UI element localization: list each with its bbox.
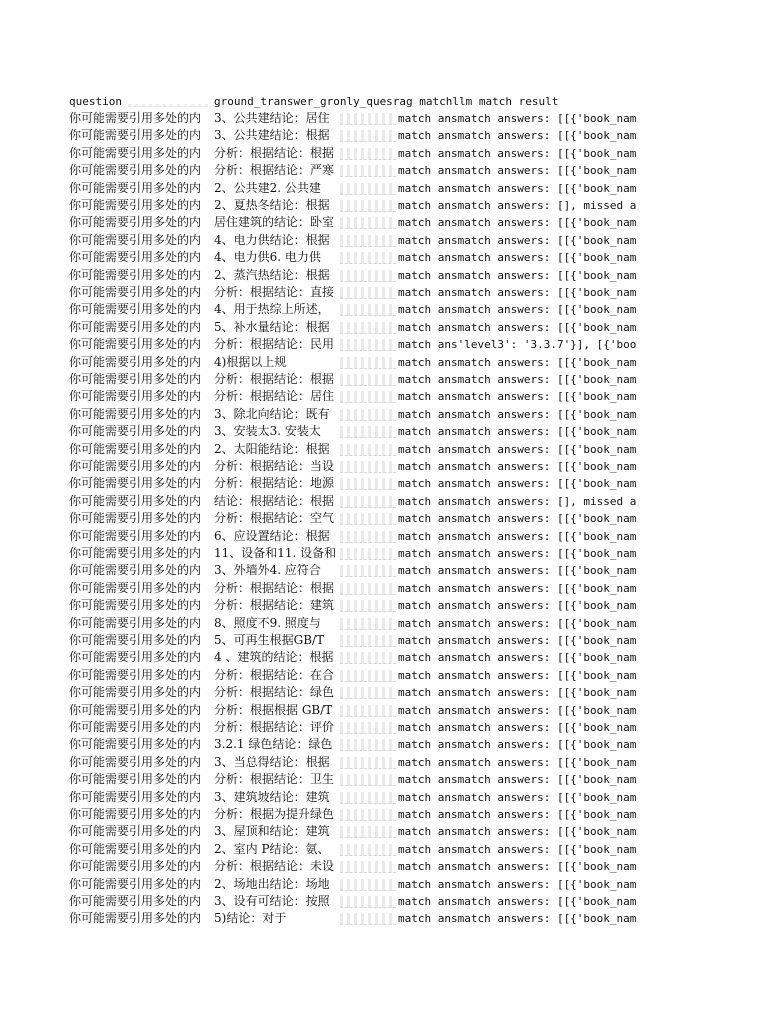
question-cell: 你可能需要引用多处的内 (69, 267, 202, 282)
header-row (0, 93, 768, 110)
header-ground-truth: ground_transwer_gronly_quesrag matchllm match result (214, 95, 559, 108)
table-row (0, 441, 768, 458)
rag-match-cell: match ansmatch answers: [[{'book_nam (398, 790, 637, 804)
table-row (0, 301, 768, 318)
question-cell: 你可能需要引用多处的内 (69, 459, 202, 473)
rag-match-cell: match ansmatch answers: [[{'book_nam (398, 512, 637, 526)
question-cell: 你可能需要引用多处的内 (69, 859, 202, 874)
ground-truth-cell: 3、外墙外4. 应符合 (214, 563, 321, 578)
faint-cell-residue (340, 861, 396, 873)
faint-cell-residue (340, 461, 396, 473)
table-row (0, 823, 768, 840)
question-cell: 你可能需要引用多处的内 (69, 702, 202, 717)
question-cell: 你可能需要引用多处的内 (69, 511, 202, 526)
ground-truth-cell: 4、电力供6. 电力供 (214, 250, 321, 265)
faint-cell-residue (128, 104, 212, 107)
question-cell: 你可能需要引用多处的内 (69, 633, 202, 647)
table-row (0, 615, 768, 632)
table-row (0, 510, 768, 527)
table-row (0, 754, 768, 771)
rag-match-cell: match ansmatch answers: [[{'book_nam (398, 912, 637, 926)
rag-match-cell: match ansmatch answers: [[{'book_nam (398, 251, 637, 265)
question-cell: 你可能需要引用多处的内 (69, 772, 202, 787)
table-row (0, 284, 768, 301)
ground-truth-cell: 分析：根据结论：空气 (214, 511, 335, 526)
table-row (0, 562, 768, 579)
question-cell: 你可能需要引用多处的内 (69, 232, 202, 247)
rag-match-cell: match ansmatch answers: [[{'book_nam (398, 216, 637, 230)
faint-cell-residue (340, 374, 396, 386)
question-cell: 你可能需要引用多处的内 (69, 180, 202, 195)
question-cell: 你可能需要引用多处的内 (69, 894, 202, 908)
ground-truth-cell: 分析：根据结论：根据 (214, 145, 335, 160)
rag-match-cell: match ansmatch answers: [[{'book_nam (398, 268, 637, 282)
ground-truth-cell: 3、除北向结论：既有 (214, 406, 330, 421)
rag-match-cell: match ansmatch answers: [[{'book_nam (398, 320, 637, 334)
faint-cell-residue (340, 774, 396, 786)
rag-match-cell: match ansmatch answers: [[{'book_nam (398, 738, 637, 752)
rag-match-cell: match ansmatch answers: [[{'book_nam (398, 634, 637, 647)
table-row (0, 893, 768, 910)
question-cell: 你可能需要引用多处的内 (69, 650, 202, 665)
faint-cell-residue (340, 583, 396, 595)
ground-truth-cell: 3、公共建结论：根据 (214, 128, 330, 143)
rag-match-cell: match ansmatch answers: [[{'book_nam (398, 303, 637, 317)
table-row (0, 197, 768, 214)
table-row (0, 423, 768, 440)
question-cell: 你可能需要引用多处的内 (69, 128, 202, 143)
question-cell: 你可能需要引用多处的内 (69, 685, 202, 700)
ground-truth-cell: 结论：根据结论：根据 (214, 493, 335, 508)
ground-truth-cell: 2、蒸汽热结论：根据 (214, 267, 330, 282)
rag-match-cell: match ansmatch answers: [[{'book_nam (398, 164, 637, 178)
ground-truth-cell: 分析：根据结论：根据 (214, 580, 335, 595)
question-cell: 你可能需要引用多处的内 (69, 598, 202, 613)
ground-truth-cell: 4 、建筑的结论：根据 (214, 650, 334, 665)
question-cell: 你可能需要引用多处的内 (69, 476, 202, 491)
rag-match-cell: match ans'level3': '3.3.7'}], [{'boo (398, 338, 637, 352)
faint-cell-residue (340, 531, 396, 543)
rag-match-cell: match ansmatch answers: [[{'book_nam (398, 286, 637, 299)
rag-match-cell: match ansmatch answers: [[{'book_nam (398, 181, 637, 195)
faint-cell-residue (340, 113, 396, 125)
rag-match-cell: match ansmatch answers: [[{'book_nam (398, 755, 637, 769)
faint-cell-residue (340, 217, 396, 229)
table-row (0, 545, 768, 562)
faint-cell-residue (340, 896, 396, 908)
question-cell: 你可能需要引用多处的内 (69, 145, 202, 160)
table-row (0, 180, 768, 197)
question-cell: 你可能需要引用多处的内 (69, 876, 202, 891)
rag-match-cell: match ansmatch answers: [[{'book_nam (398, 547, 637, 560)
question-cell: 你可能需要引用多处的内 (69, 824, 202, 839)
table-row (0, 458, 768, 475)
rag-match-cell: match ansmatch answers: [[{'book_nam (398, 442, 637, 456)
faint-cell-residue (340, 548, 396, 560)
rag-match-cell: match ansmatch answers: [[{'book_nam (398, 808, 637, 821)
table-row (0, 632, 768, 649)
rag-match-cell: match ansmatch answers: [[{'book_nam (398, 425, 637, 439)
question-cell: 你可能需要引用多处的内 (69, 615, 202, 630)
table-row (0, 232, 768, 249)
rag-match-cell: match ansmatch answers: [[{'book_nam (398, 895, 637, 908)
faint-cell-residue (340, 200, 396, 212)
rag-match-cell: match ansmatch answers: [], missed a (398, 494, 637, 508)
rag-match-cell: match ansmatch answers: [[{'book_nam (398, 599, 637, 613)
rag-match-cell: match ansmatch answers: [[{'book_nam (398, 407, 637, 421)
question-cell: 你可能需要引用多处的内 (69, 911, 202, 926)
table-row (0, 667, 768, 684)
ground-truth-cell: 4、用于热综上所述， (214, 302, 330, 317)
table-row (0, 702, 768, 719)
rag-match-cell: match ansmatch answers: [], missed a (398, 199, 637, 212)
table-row (0, 336, 768, 353)
table-row (0, 249, 768, 266)
rag-match-cell: match ansmatch answers: [[{'book_nam (398, 233, 637, 247)
rag-match-cell: match ansmatch answers: [[{'book_nam (398, 668, 637, 682)
ground-truth-cell: 5、可再生根据GB/T (214, 633, 325, 647)
table-row (0, 371, 768, 388)
question-cell: 你可能需要引用多处的内 (69, 720, 202, 734)
ground-truth-cell: 11、设备和11. 设备和 (214, 546, 337, 560)
faint-cell-residue (340, 565, 396, 577)
faint-cell-residue (340, 444, 396, 456)
question-cell: 你可能需要引用多处的内 (69, 563, 202, 578)
ground-truth-cell: 居住建筑的结论：卧室 (214, 215, 335, 230)
rag-match-cell: match ansmatch answers: [[{'book_nam (398, 703, 637, 717)
question-cell: 你可能需要引用多处的内 (69, 250, 202, 265)
faint-cell-residue (340, 722, 396, 734)
ground-truth-cell: 3、公共建结论：居住 (214, 111, 330, 125)
faint-cell-residue (340, 339, 396, 351)
table-row (0, 789, 768, 806)
question-cell: 你可能需要引用多处的内 (69, 354, 202, 369)
ground-truth-cell: 8、照度不9. 照度与 (214, 615, 321, 630)
table-row (0, 910, 768, 927)
faint-cell-residue (340, 879, 396, 891)
faint-cell-residue (340, 739, 396, 751)
table-row (0, 719, 768, 736)
ground-truth-cell: 分析：根据结论：评价 (214, 720, 335, 734)
rag-match-cell: match ansmatch answers: [[{'book_nam (398, 477, 637, 491)
rag-match-cell: match ansmatch answers: [[{'book_nam (398, 686, 637, 700)
faint-cell-residue (340, 809, 396, 821)
faint-cell-residue (340, 357, 396, 369)
ground-truth-cell: 分析：根据结论：未设 (214, 859, 335, 874)
rag-match-cell: match ansmatch answers: [[{'book_nam (398, 460, 637, 473)
faint-cell-residue (340, 252, 396, 264)
table-row (0, 736, 768, 753)
rag-match-cell: match ansmatch answers: [[{'book_nam (398, 146, 637, 160)
ground-truth-cell: 4)根据以上规 (214, 354, 287, 369)
question-cell: 你可能需要引用多处的内 (69, 215, 202, 230)
faint-cell-residue (340, 687, 396, 699)
question-cell: 你可能需要引用多处的内 (69, 337, 202, 352)
header-question: question (69, 95, 122, 108)
rag-match-cell: match ansmatch answers: [[{'book_nam (398, 564, 637, 578)
table-row (0, 580, 768, 597)
table-row (0, 214, 768, 231)
ground-truth-cell: 分析：根据结论：绿色 (214, 685, 335, 700)
table-row (0, 406, 768, 423)
ground-truth-cell: 3、安装太3. 安装太 (214, 424, 321, 439)
ground-truth-cell: 3.2.1 绿色结论：绿色 (214, 737, 333, 752)
question-cell: 你可能需要引用多处的内 (69, 580, 202, 595)
ground-truth-cell: 3、当总得结论：根据 (214, 754, 330, 769)
table-row (0, 806, 768, 823)
faint-cell-residue (340, 635, 396, 647)
faint-cell-residue (340, 826, 396, 838)
rag-match-cell: match ansmatch answers: [[{'book_nam (398, 842, 637, 856)
faint-cell-residue (340, 235, 396, 247)
ground-truth-cell: 分析：根据结论：民用 (214, 337, 335, 352)
table-row (0, 110, 768, 127)
rag-match-cell: match ansmatch answers: [[{'book_nam (398, 877, 637, 891)
table-row (0, 493, 768, 510)
table-row (0, 127, 768, 144)
question-cell: 你可能需要引用多处的内 (69, 754, 202, 769)
question-cell: 你可能需要引用多处的内 (69, 807, 202, 821)
faint-cell-residue (340, 270, 396, 282)
faint-cell-residue (340, 913, 396, 925)
ground-truth-cell: 分析：根据结论：严寒 (214, 163, 335, 178)
faint-cell-residue (340, 600, 396, 612)
question-cell: 你可能需要引用多处的内 (69, 841, 202, 856)
question-cell: 你可能需要引用多处的内 (69, 546, 202, 560)
question-cell: 你可能需要引用多处的内 (69, 737, 202, 752)
table-row (0, 841, 768, 858)
rag-match-cell: match ansmatch answers: [[{'book_nam (398, 129, 637, 143)
faint-cell-residue (340, 513, 396, 525)
question-cell: 你可能需要引用多处的内 (69, 528, 202, 543)
rag-match-cell: match ansmatch answers: [[{'book_nam (398, 616, 637, 630)
faint-cell-residue (340, 426, 396, 438)
ground-truth-cell: 3、屋顶和结论：建筑 (214, 824, 330, 839)
ground-truth-cell: 分析：根据结论：当设 (214, 459, 335, 473)
rag-match-cell: match ansmatch answers: [[{'book_nam (398, 529, 637, 543)
question-cell: 你可能需要引用多处的内 (69, 285, 202, 299)
ground-truth-cell: 分析：根据结论：居住 (214, 389, 335, 404)
ground-truth-cell: 分析：根据根据 GB/T (214, 702, 333, 717)
table-row (0, 145, 768, 162)
question-cell: 你可能需要引用多处的内 (69, 667, 202, 682)
faint-cell-residue (340, 618, 396, 630)
table-row (0, 162, 768, 179)
faint-cell-residue (340, 391, 396, 403)
question-cell: 你可能需要引用多处的内 (69, 441, 202, 456)
question-cell: 你可能需要引用多处的内 (69, 789, 202, 804)
table-row (0, 267, 768, 284)
table-row (0, 475, 768, 492)
rag-match-cell: match ansmatch answers: [[{'book_nam (398, 390, 637, 404)
faint-cell-residue (340, 670, 396, 682)
faint-cell-residue (340, 409, 396, 421)
table-row (0, 858, 768, 875)
ground-truth-cell: 分析：根据结论：卫生 (214, 772, 335, 787)
question-cell: 你可能需要引用多处的内 (69, 163, 202, 178)
rag-match-cell: match ansmatch answers: [[{'book_nam (398, 373, 637, 386)
question-cell: 你可能需要引用多处的内 (69, 406, 202, 421)
ground-truth-cell: 2、室内 P结论：氨、 (214, 841, 330, 856)
table-row (0, 528, 768, 545)
faint-cell-residue (340, 844, 396, 856)
question-cell: 你可能需要引用多处的内 (69, 493, 202, 508)
rag-match-cell: match ansmatch answers: [[{'book_nam (398, 581, 637, 595)
faint-cell-residue (340, 165, 396, 177)
faint-cell-residue (340, 705, 396, 717)
table-row (0, 771, 768, 788)
faint-cell-residue (340, 496, 396, 508)
table-row (0, 354, 768, 371)
rag-match-cell: match ansmatch answers: [[{'book_nam (398, 860, 637, 874)
rag-match-cell: match ansmatch answers: [[{'book_nam (398, 355, 637, 369)
faint-cell-residue (340, 478, 396, 490)
question-cell: 你可能需要引用多处的内 (69, 372, 202, 386)
table-row (0, 597, 768, 614)
rag-match-cell: match ansmatch answers: [[{'book_nam (398, 112, 637, 125)
table-row (0, 684, 768, 701)
rag-match-cell: match ansmatch answers: [[{'book_nam (398, 721, 637, 734)
faint-cell-residue (340, 183, 396, 195)
ground-truth-cell: 3、设有可结论：按照 (214, 894, 330, 908)
faint-cell-residue (340, 757, 396, 769)
table-row (0, 388, 768, 405)
question-cell: 你可能需要引用多处的内 (69, 424, 202, 439)
faint-cell-residue (340, 792, 396, 804)
table-row (0, 649, 768, 666)
ground-truth-cell: 6、应设置结论：根据 (214, 528, 330, 543)
ground-truth-cell: 2、场地出结论：场地 (214, 876, 330, 891)
question-cell: 你可能需要引用多处的内 (69, 198, 202, 212)
rag-match-cell: match ansmatch answers: [[{'book_nam (398, 773, 637, 787)
rag-match-cell: match ansmatch answers: [[{'book_nam (398, 651, 637, 665)
faint-cell-residue (340, 287, 396, 299)
question-cell: 你可能需要引用多处的内 (69, 319, 202, 334)
table-row (0, 876, 768, 893)
ground-truth-cell: 分析：根据结论：地源 (214, 476, 335, 491)
ground-truth-cell: 4、电力供结论：根据 (214, 232, 330, 247)
question-cell: 你可能需要引用多处的内 (69, 389, 202, 404)
table-row (0, 319, 768, 336)
ground-truth-cell: 分析：根据结论：建筑 (214, 598, 335, 613)
faint-cell-residue (340, 322, 396, 334)
question-cell: 你可能需要引用多处的内 (69, 302, 202, 317)
ground-truth-cell: 3、建筑坡结论：建筑 (214, 789, 330, 804)
ground-truth-cell: 5)结论：对于 (214, 911, 287, 926)
faint-cell-residue (340, 130, 396, 142)
ground-truth-cell: 分析：根据结论：根据 (214, 372, 335, 386)
ground-truth-cell: 分析：根据结论：直接 (214, 285, 335, 299)
ground-truth-cell: 2、太阳能结论：根据 (214, 441, 330, 456)
faint-cell-residue (340, 148, 396, 160)
ground-truth-cell: 分析：根据为提升绿色 (214, 807, 335, 821)
ground-truth-cell: 2、夏热冬结论：根据 (214, 198, 330, 212)
ground-truth-cell: 分析：根据结论：在合 (214, 667, 335, 682)
ground-truth-cell: 2、公共建2. 公共建 (214, 180, 321, 195)
rag-match-cell: match ansmatch answers: [[{'book_nam (398, 825, 637, 839)
faint-cell-residue (340, 304, 396, 316)
ground-truth-cell: 5、补水量结论：根据 (214, 319, 330, 334)
question-cell: 你可能需要引用多处的内 (69, 111, 202, 125)
faint-cell-residue (340, 652, 396, 664)
